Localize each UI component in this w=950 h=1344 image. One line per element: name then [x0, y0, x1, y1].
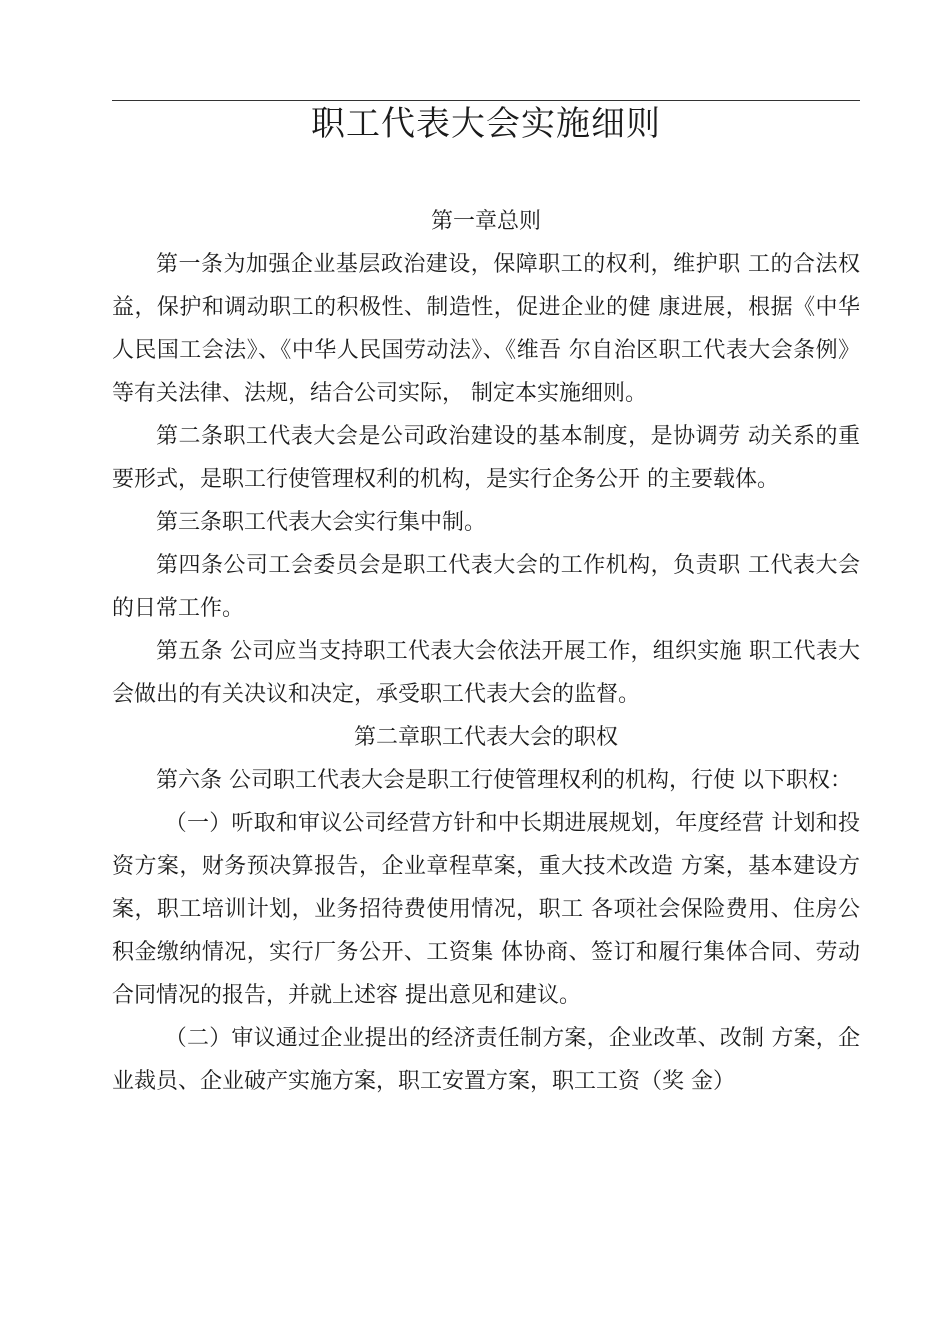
chapter-heading: 第一章总则	[430, 209, 541, 234]
article-paragraph: 第六条 公司职工代表大会是职工行使管理权利的机构，行使 以下职权：	[156, 768, 852, 793]
article-paragraph: 第二条职工代表大会是公司政治建设的基本制度，是协调劳 动关系的重要形式，是职工行使管理权利的机构，是实行企务公开 的主要载体。	[112, 424, 860, 492]
article-paragraph: 第三条职工代表大会实行集中制。	[156, 510, 487, 535]
article-paragraph: 第四条公司工会委员会是职工代表大会的工作机构，负责职 工代表大会的日常工作。	[112, 553, 860, 621]
article-paragraph: 第一条为加强企业基层政治建设，保障职工的权利，维护职 工的合法权益，保护和调动职工的积极性、制造性，促进企业的健 康进展，根据《中华人民国工会法》、《中华人民国劳动法》、《维吾 尔自治区职工代表大会条例》等有关法律、法规，结合公司实际， 制定本实施细则。	[112, 252, 860, 406]
document-body	[112, 200, 860, 1103]
chapter-heading: 第二章职工代表大会的职权	[353, 725, 618, 750]
list-item-paragraph: （一）听取和审议公司经营方针和中长期进展规划，年度经营 计划和投资方案，财务预决算报告，企业章程草案，重大技术改造 方案，基本建设方案，职工培训计划，业务招待费使用情况，职工 各项社会保险费用、住房公积金缴纳情况，实行厂务公开、工资集 体协商、签订和履行集体合同、劳动合同情况的报告，并就上述容 提出意见和建议。	[112, 811, 860, 1008]
document-title: 职工代表大会实施细则	[311, 104, 661, 144]
list-item-paragraph: （二）审议通过企业提出的经济责任制方案，企业改革、改制 方案，企业裁员、企业破产实施方案，职工安置方案，职工工资（奖 金）	[112, 1026, 860, 1094]
article-paragraph: 第五条 公司应当支持职工代表大会依法开展工作，组织实施 职工代表大会做出的有关决议和决定，承受职工代表大会的监督。	[112, 639, 860, 707]
